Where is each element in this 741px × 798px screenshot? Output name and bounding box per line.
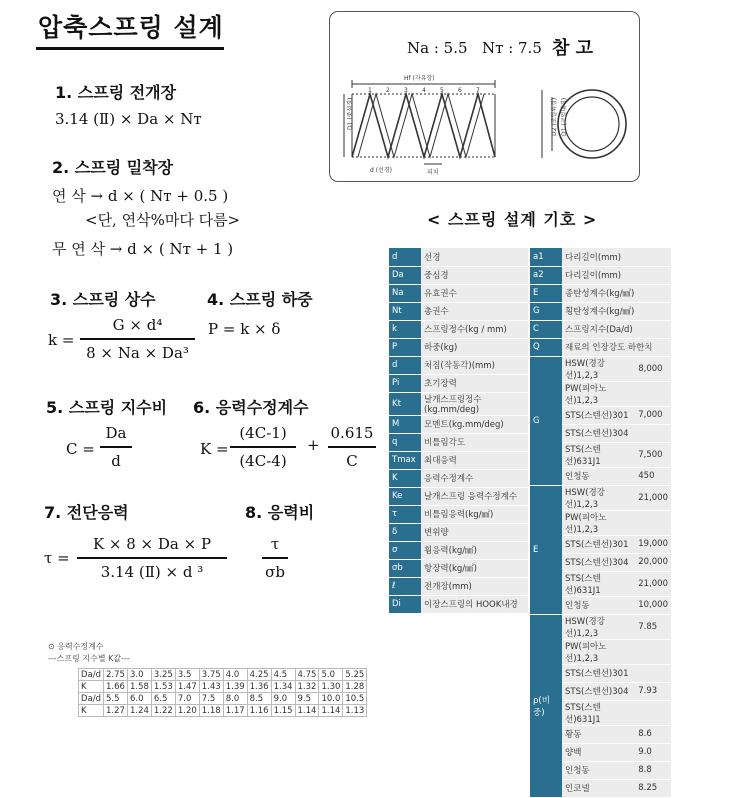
symbol-description: 이장스프링의 HOOK내경 xyxy=(421,595,528,613)
material-group-code: G xyxy=(530,356,562,485)
material-value: 19,000 xyxy=(635,535,671,553)
section-5-fraction xyxy=(100,424,132,470)
symbol-code: q xyxy=(389,433,421,451)
k-table-cell: 1.20 xyxy=(175,705,199,717)
section-3-heading: 3. 스프링 상수 xyxy=(50,290,156,309)
material-name: PW(피아노선)1,2,3 xyxy=(562,510,635,535)
section-4-formula: P = k × δ xyxy=(208,320,281,338)
symbol-row xyxy=(389,451,528,469)
symbol-row xyxy=(389,302,528,320)
k-table-cell: 6.5 xyxy=(151,693,175,705)
k-table-cell: 1.36 xyxy=(247,681,271,693)
fraction-bar xyxy=(230,446,296,448)
material-value xyxy=(635,424,671,442)
symbol-description: 다리길이(mm) xyxy=(562,266,671,284)
symbol-code: E xyxy=(530,284,562,302)
symbol-code: k xyxy=(389,320,421,338)
k-table-cell: 8.0 xyxy=(223,693,247,705)
section-2-line3: 무 연 삭 → d × ( Nт + 1 ) xyxy=(52,240,234,258)
section-6-numerator-1: (4C-1) xyxy=(239,424,287,442)
symbol-code: K xyxy=(389,469,421,487)
symbol-description: 항장력(kg/㎟) xyxy=(421,559,528,577)
section-3-numerator: G × d⁴ xyxy=(112,316,163,334)
symbol-description: 처짐(작동각)(mm) xyxy=(421,356,528,374)
section-5-numerator: Da xyxy=(105,424,127,442)
symbol-description: 총권수 xyxy=(421,302,528,320)
k-table-cell: 8.5 xyxy=(247,693,271,705)
symbol-code: C xyxy=(530,320,562,338)
section-7-fraction xyxy=(77,535,227,581)
section-6-lhs: K = xyxy=(200,440,229,458)
material-value xyxy=(635,510,671,535)
material-value: 8.25 xyxy=(635,779,671,797)
symbol-row xyxy=(389,392,528,415)
k-table-cell: 1.43 xyxy=(199,681,223,693)
symbols-table-right xyxy=(530,248,671,798)
symbol-code: Tmax xyxy=(389,451,421,469)
section-8-numerator: τ xyxy=(270,535,280,553)
k-table-cell: 3.75 xyxy=(199,669,223,681)
symbol-code: Pi xyxy=(389,374,421,392)
material-name: HSW(경강선)1,2,3 xyxy=(562,356,635,381)
k-table-row xyxy=(79,705,367,717)
section-3-lhs: k = xyxy=(48,331,75,349)
k-value-table xyxy=(78,668,367,717)
material-value xyxy=(635,381,671,406)
section-6-denominator-1: (4C-4) xyxy=(239,451,287,470)
k-table-cell: 1.34 xyxy=(271,681,295,693)
reference-box xyxy=(329,11,640,182)
section-6-plus: + xyxy=(307,436,320,454)
material-value: 8.8 xyxy=(635,761,671,779)
material-value: 7.85 xyxy=(635,614,671,639)
section-6-denominator-2: C xyxy=(346,451,358,470)
k-table-cell: 1.18 xyxy=(199,705,223,717)
material-value: 8,000 xyxy=(635,356,671,381)
section-5-denominator: d xyxy=(111,451,121,470)
symbol-row xyxy=(389,338,528,356)
symbol-row xyxy=(389,595,528,613)
pitch-label: 피치 xyxy=(427,169,439,176)
symbol-code: d xyxy=(389,248,421,266)
symbol-description: 스프링정수(kg / mm) xyxy=(421,320,528,338)
section-6-fraction-1 xyxy=(230,424,296,470)
d2-label: D2 (코일외경) xyxy=(551,97,558,136)
symbol-code: Da xyxy=(389,266,421,284)
k-table-cell: 1.17 xyxy=(223,705,247,717)
k-table-cell: 4.5 xyxy=(271,669,295,681)
d-label: d (선경) xyxy=(370,167,392,174)
symbol-row xyxy=(389,248,528,266)
material-row xyxy=(530,356,671,381)
k-table-cell: 10.0 xyxy=(319,693,343,705)
material-name: 황동 xyxy=(562,725,635,743)
page-title: 압축스프링 설계 xyxy=(38,13,224,42)
fraction-bar xyxy=(100,446,132,448)
coil-number-2: 2 xyxy=(386,87,390,94)
coil-number-5: 5 xyxy=(440,87,444,94)
symbol-description: 응력수정계수 xyxy=(421,469,528,487)
k-table-cell: Da/d xyxy=(79,693,104,705)
material-group-code: E xyxy=(530,485,562,614)
section-2-heading: 2. 스프링 밀착장 xyxy=(52,158,174,177)
k-table-cell: Da/d xyxy=(79,669,104,681)
k-table-cell: 5.25 xyxy=(343,669,367,681)
coil-number-1: 1 xyxy=(368,87,372,94)
symbol-code: d xyxy=(389,356,421,374)
symbol-description: 초기장력 xyxy=(421,374,528,392)
k-table-cell: 4.0 xyxy=(223,669,247,681)
symbol-code: Q xyxy=(530,338,562,356)
material-name: 인청동 xyxy=(562,596,635,614)
material-value: 7,000 xyxy=(635,406,671,424)
d1-label: D1 (중심경) xyxy=(347,97,354,130)
material-value: 8.6 xyxy=(635,725,671,743)
symbol-description: 변위량 xyxy=(421,523,528,541)
symbol-row xyxy=(530,284,671,302)
coil-number-4: 4 xyxy=(422,87,426,94)
material-name: HSW(경강선)1,2,3 xyxy=(562,485,635,510)
k-table-cell: 1.13 xyxy=(343,705,367,717)
material-value xyxy=(635,664,671,682)
section-6-fraction-2 xyxy=(328,424,376,470)
symbol-description: 스프링지수(Da/d) xyxy=(562,320,671,338)
section-8-heading: 8. 응력비 xyxy=(245,503,315,522)
k-table-cell: 9.0 xyxy=(271,693,295,705)
nt-label: Nт : 7.5 xyxy=(482,39,542,57)
section-7-numerator: K × 8 × Da × P xyxy=(92,535,212,553)
symbol-description: 다리길이(mm) xyxy=(562,248,671,266)
section-1-heading: 1. 스프링 전개장 xyxy=(55,83,177,102)
k-table-cell: 1.27 xyxy=(104,705,128,717)
section-6-numerator-2: 0.615 xyxy=(330,424,374,442)
symbol-description: 선경 xyxy=(421,248,528,266)
symbol-description: 비틀림각도 xyxy=(421,433,528,451)
material-value: 20,000 xyxy=(635,553,671,571)
material-name: STS(스텐선)631J1 xyxy=(562,571,635,596)
material-name: STS(스텐선)304 xyxy=(562,424,635,442)
k-table-cell: 1.14 xyxy=(319,705,343,717)
k-table-row xyxy=(79,669,367,681)
fraction-bar xyxy=(77,557,227,559)
symbol-description: 횡탄성계수(kg/㎟) xyxy=(562,302,671,320)
fraction-bar xyxy=(328,446,376,448)
symbol-code: δ xyxy=(389,523,421,541)
material-name: 양백 xyxy=(562,743,635,761)
section-7-heading: 7. 전단응력 xyxy=(44,503,129,522)
section-2-line1: 연 삭 → d × ( Nт + 0.5 ) xyxy=(52,187,229,205)
symbols-heading: < 스프링 설계 기호 > xyxy=(427,210,598,229)
symbol-description: 종탄성계수(kg/㎟) xyxy=(562,284,671,302)
material-name: STS(스텐선)301 xyxy=(562,406,635,424)
material-name: HSW(경강선)1,2,3 xyxy=(562,614,635,639)
symbol-code: Kt xyxy=(389,392,421,415)
k-table-cell: 3.25 xyxy=(151,669,175,681)
material-name: STS(스텐선)631J1 xyxy=(562,700,635,725)
symbol-code: P xyxy=(389,338,421,356)
material-value xyxy=(635,700,671,725)
k-table-row xyxy=(79,693,367,705)
symbol-code: Na xyxy=(389,284,421,302)
material-name: STS(스텐선)304 xyxy=(562,553,635,571)
k-table-cell: 1.16 xyxy=(247,705,271,717)
symbol-description: 하중(kg) xyxy=(421,338,528,356)
symbol-row xyxy=(530,338,671,356)
section-5-lhs: C = xyxy=(66,440,95,458)
coil-number-3: 3 xyxy=(404,87,408,94)
k-table-cell: 9.5 xyxy=(295,693,319,705)
section-5-heading: 5. 스프링 지수비 xyxy=(46,398,168,417)
k-table-cell: 1.32 xyxy=(295,681,319,693)
material-name: STS(스텐선)631J1 xyxy=(562,442,635,467)
k-table-cell: 2.75 xyxy=(104,669,128,681)
symbol-code: M xyxy=(389,415,421,433)
symbol-description: 유효권수 xyxy=(421,284,528,302)
material-name: STS(스텐선)301 xyxy=(562,664,635,682)
section-4-heading: 4. 스프링 하중 xyxy=(207,290,313,309)
symbol-code: σ xyxy=(389,541,421,559)
symbol-code: Nt xyxy=(389,302,421,320)
k-table-cell: 10.5 xyxy=(343,693,367,705)
symbol-row xyxy=(389,374,528,392)
material-value: 9.0 xyxy=(635,743,671,761)
symbol-description: 중심경 xyxy=(421,266,528,284)
symbol-row xyxy=(389,559,528,577)
symbol-row xyxy=(530,266,671,284)
section-2-line2: <단, 연삭%마다 다름> xyxy=(85,211,241,229)
symbol-row xyxy=(389,356,528,374)
symbol-row xyxy=(389,415,528,433)
d1b-label: D1 (코일내경) xyxy=(561,97,568,136)
section-1-formula: 3.14 (Ⅱ) × Da × Nт xyxy=(55,110,202,128)
k-table-cell: 1.22 xyxy=(151,705,175,717)
title-underline xyxy=(36,47,224,50)
material-name: 인청동 xyxy=(562,761,635,779)
material-row xyxy=(530,485,671,510)
k-table-cell: 1.24 xyxy=(127,705,151,717)
k-table-row xyxy=(79,681,367,693)
symbol-row xyxy=(389,266,528,284)
symbol-code: G xyxy=(530,302,562,320)
symbol-row xyxy=(530,320,671,338)
material-value: 21,000 xyxy=(635,571,671,596)
k-table-cell: 7.0 xyxy=(175,693,199,705)
k-table-cell: 6.0 xyxy=(127,693,151,705)
spring-diagram xyxy=(330,12,639,181)
reference-tag: 참 고 xyxy=(552,38,594,59)
symbol-code: Di xyxy=(389,595,421,613)
material-name: STS(스텐선)301 xyxy=(562,535,635,553)
k-table-caption-1: ⊙ 응력수정계수 xyxy=(48,642,104,651)
material-name: 인코넬 xyxy=(562,779,635,797)
material-value: 21,000 xyxy=(635,485,671,510)
section-8-fraction xyxy=(262,535,288,581)
k-table-cell: 3.5 xyxy=(175,669,199,681)
material-name: 인청동 xyxy=(562,467,635,485)
fraction-bar xyxy=(262,557,288,559)
coil-number-6: 6 xyxy=(458,87,462,94)
symbol-code: a1 xyxy=(530,248,562,266)
material-value xyxy=(635,639,671,664)
symbol-row xyxy=(389,284,528,302)
k-table-cell: 1.58 xyxy=(127,681,151,693)
k-table-caption-2: ---스프링 지수별 K값--- xyxy=(48,654,130,663)
symbol-description: 모멘트(kg.mm/deg) xyxy=(421,415,528,433)
symbol-row xyxy=(389,487,528,505)
k-table-cell: K xyxy=(79,681,104,693)
symbol-row xyxy=(530,248,671,266)
section-3-fraction xyxy=(80,316,195,362)
k-table-cell: 3.0 xyxy=(127,669,151,681)
symbol-code: τ xyxy=(389,505,421,523)
symbol-row xyxy=(389,433,528,451)
section-8-denominator: σb xyxy=(265,562,285,581)
symbol-description: 날개스프링정수(kg.mm/deg) xyxy=(421,392,528,415)
k-table-cell: 1.66 xyxy=(104,681,128,693)
hf-label: Hf (자유장) xyxy=(404,75,435,82)
symbol-description: 휨응력(kg/㎟) xyxy=(421,541,528,559)
k-table-cell: 4.25 xyxy=(247,669,271,681)
symbol-row xyxy=(530,302,671,320)
k-table-cell: 1.30 xyxy=(319,681,343,693)
k-table-cell: 1.53 xyxy=(151,681,175,693)
k-table-cell: 4.75 xyxy=(295,669,319,681)
material-value: 10,000 xyxy=(635,596,671,614)
k-table-cell: 5.0 xyxy=(319,669,343,681)
k-table-cell: 7.5 xyxy=(199,693,223,705)
section-3-denominator: 8 × Na × Da³ xyxy=(86,343,189,362)
symbol-row xyxy=(389,523,528,541)
symbol-row xyxy=(389,320,528,338)
material-name: STS(스텐선)304 xyxy=(562,682,635,700)
symbol-code: a2 xyxy=(530,266,562,284)
symbol-code: σb xyxy=(389,559,421,577)
material-name: PW(피아노선)1,2,3 xyxy=(562,381,635,406)
k-table-cell: 1.39 xyxy=(223,681,247,693)
material-name: PW(피아노선)1,2,3 xyxy=(562,639,635,664)
fraction-bar xyxy=(80,338,195,340)
material-value: 450 xyxy=(635,467,671,485)
symbol-row xyxy=(389,505,528,523)
k-table-cell: K xyxy=(79,705,104,717)
section-7-denominator: 3.14 (Ⅱ) × d ³ xyxy=(100,562,204,581)
k-table-cell: 1.47 xyxy=(175,681,199,693)
coil-number-7: 7 xyxy=(476,87,480,94)
symbol-row xyxy=(389,541,528,559)
k-table-cell: 1.14 xyxy=(295,705,319,717)
k-table-cell: 1.15 xyxy=(271,705,295,717)
symbol-description: 날개스프링 응력수정계수 xyxy=(421,487,528,505)
symbol-description: 전개장(mm) xyxy=(421,577,528,595)
material-group-code: ρ(비중) xyxy=(530,614,562,797)
symbol-code: Ke xyxy=(389,487,421,505)
material-row xyxy=(530,614,671,639)
symbol-row xyxy=(389,577,528,595)
section-7-lhs: τ = xyxy=(44,549,70,567)
section-6-heading: 6. 응력수정계수 xyxy=(193,398,309,417)
symbol-description: 비틀림응력(kg/㎟) xyxy=(421,505,528,523)
na-label: Na : 5.5 xyxy=(407,39,468,57)
material-value: 7,500 xyxy=(635,442,671,467)
symbol-description: 재료의 인장강도 하한치 xyxy=(562,338,671,356)
k-table-cell: 1.28 xyxy=(343,681,367,693)
k-table-cell: 5.5 xyxy=(104,693,128,705)
symbols-table-left xyxy=(389,248,528,614)
material-value: 7.93 xyxy=(635,682,671,700)
symbol-row xyxy=(389,469,528,487)
symbol-code: ℓ xyxy=(389,577,421,595)
symbol-description: 최대응력 xyxy=(421,451,528,469)
